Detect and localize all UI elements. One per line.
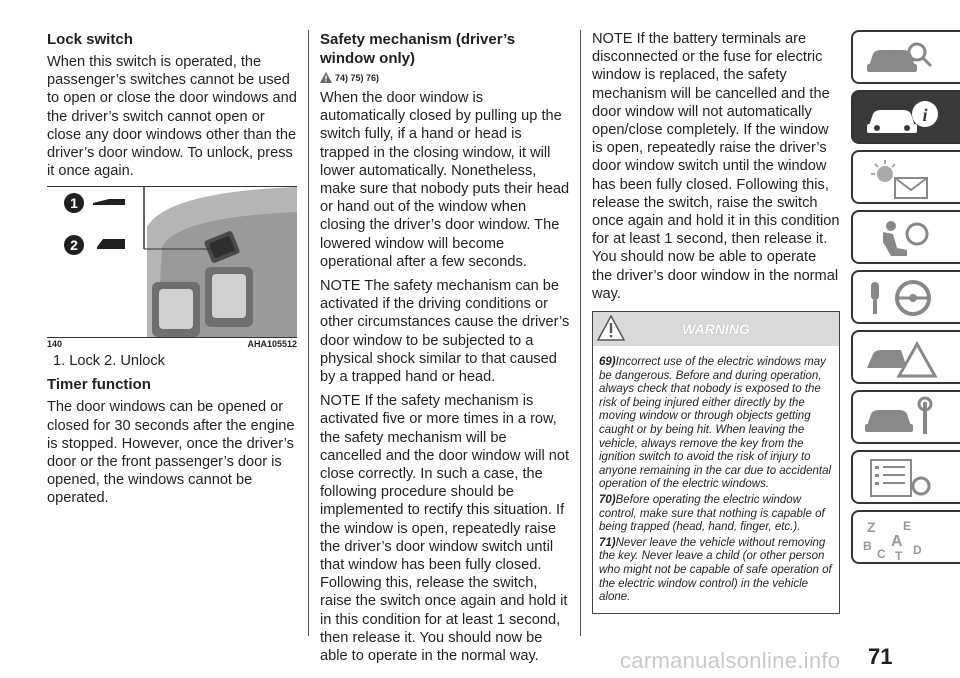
warning-item-text: Incorrect use of the electric windows may be dangerous. Before and during operation, always check that nobody is exposed to the risk of being injured either directly by the moving window or through objects getting caught or by being hit. When leaving the vehicle, always remove the key from the ignition switch to avoid the risk of injury to anyone remaining in the car due to accidental operation of the electric windows. [599, 356, 832, 491]
svg-text:T: T [895, 549, 903, 560]
tab-maintenance[interactable] [851, 390, 960, 444]
tab-technical-data[interactable] [851, 450, 960, 504]
safety-mechanism-heading: Safety mechanism (driver’s window only) [320, 31, 516, 67]
specifications-list-icon [863, 456, 943, 500]
tab-index[interactable] [851, 510, 960, 564]
alphabetical-index-icon [863, 516, 943, 560]
column-divider-2 [580, 30, 581, 636]
timer-function-heading: Timer function [47, 376, 151, 394]
watermark: carmanualsonline.info [620, 648, 841, 673]
warning-item-number: 70) [599, 493, 616, 506]
lock-switch-heading: Lock switch [47, 31, 133, 48]
safety-paragraph-3: NOTE If the safety mechanism is activated five or more times in a row, the safety mechanism will be cancelled and the door window will not close correctly. In such a case, the following procedure should be implemented to rectify this situation. If the window is open, repeatedly raise the driver’s door window switch until that window has been fully closed. Following this, release the switch, raise the switch once again and hold it in this condition for at least 1 second, then release it. You should now be able to operate in the normal way. [320, 393, 570, 665]
warning-item [599, 537, 833, 605]
tab-warning-lights[interactable] [851, 150, 960, 204]
warning-light-message-icon [863, 156, 943, 200]
tab-instrument-panel[interactable] [851, 90, 960, 144]
svg-text:A: A [891, 533, 903, 550]
warning-item [599, 494, 833, 535]
window-switch-figure [47, 186, 297, 338]
figure-footer [47, 339, 297, 349]
tab-emergency[interactable] [851, 330, 960, 384]
warning-box [592, 311, 840, 614]
safety-paragraph-1: When the door window is automatically closed by pulling up the switch fully, if a hand or head is trapped in the closing window, it will lower automatically. Nonetheless, make sure that nobody puts their head or hand out of the window when closing the driver’s door window. The lowered window will become operational after a few seconds. [320, 90, 570, 270]
warning-header [593, 312, 839, 346]
tab-safety[interactable] [851, 210, 960, 264]
warning-references [320, 72, 570, 83]
key-steering-wheel-icon [863, 276, 943, 320]
svg-text:D: D [913, 543, 922, 557]
svg-text:i: i [922, 105, 928, 125]
car-warning-triangle-icon [863, 336, 943, 380]
figure-page: 140 [47, 339, 63, 350]
tab-starting-driving[interactable] [851, 270, 960, 324]
tab-getting-to-know[interactable] [851, 30, 960, 84]
svg-text:C: C [877, 547, 886, 560]
warning-item-text: Never leave the vehicle without removing the key. Never leave a child (or other person who might not be capable of safe operation of the electric window control) in the vehicle alone. [599, 536, 832, 604]
column-1 [47, 30, 297, 514]
chapter-tabs [851, 30, 960, 570]
warning-refs-text: 74) 75) 76) [335, 72, 380, 83]
callout-2-label: 2 [70, 237, 78, 254]
safety-paragraph-2: NOTE The safety mechanism can be activated if the driving conditions or other circumstances cause the driver’s door window to be subjected to a physical shock similar to that caused by a trapped hand or head. [320, 278, 570, 386]
figure-caption: 1. Lock 2. Unlock [53, 353, 165, 370]
column-2 [320, 30, 570, 671]
airbag-seat-icon [863, 216, 943, 260]
battery-note-paragraph: NOTE If the battery terminals are disconnected or the fuse for electric window is replaced, the safety mechanism will be cancelled and the door window will not automatically open/close completely. If the window is open, repeatedly raise the driver’s door window switch until the window has been fully closed. Following this, release the switch, raise the switch once again and hold it in this condition for at least 1 second, then release it. You should now be able to operate the driver’s door window in the normal way. [592, 31, 840, 302]
car-wrench-icon [863, 396, 943, 440]
door-switch-illustration [47, 187, 297, 337]
warning-title: WARNING [682, 321, 750, 338]
svg-text:E: E [903, 519, 912, 533]
warning-body [593, 346, 839, 613]
warning-item-number: 69) [599, 356, 616, 369]
timer-function-text: The door windows can be opened or closed for 30 seconds after the engine is stopped. However, once the driver’s door or the front passenger’s door is opened, the windows cannot be operated. [47, 399, 295, 507]
callout-1-label: 1 [70, 195, 78, 212]
column-divider-1 [308, 30, 309, 636]
car-search-icon [863, 36, 943, 80]
page-number: 71 [868, 644, 893, 669]
warning-item-text: Before operating the electric window control, make sure that nothing is capable of being trapped (head, hand, finger, etc.). [599, 493, 825, 534]
figure-code: AHA105512 [247, 339, 297, 350]
warning-item [599, 356, 833, 492]
lock-switch-text: When this switch is operated, the passenger’s switches cannot be used to open or close the door windows and the driver’s switch cannot open or close any door windows other than the driver’s door window. To unlock, press it once again. [47, 54, 297, 180]
svg-text:B: B [863, 539, 872, 553]
car-info-icon [863, 96, 943, 140]
column-3 [592, 30, 840, 614]
warning-item-number: 71) [599, 536, 616, 549]
warning-triangle-icon [320, 72, 332, 83]
svg-text:Z: Z [867, 519, 876, 535]
